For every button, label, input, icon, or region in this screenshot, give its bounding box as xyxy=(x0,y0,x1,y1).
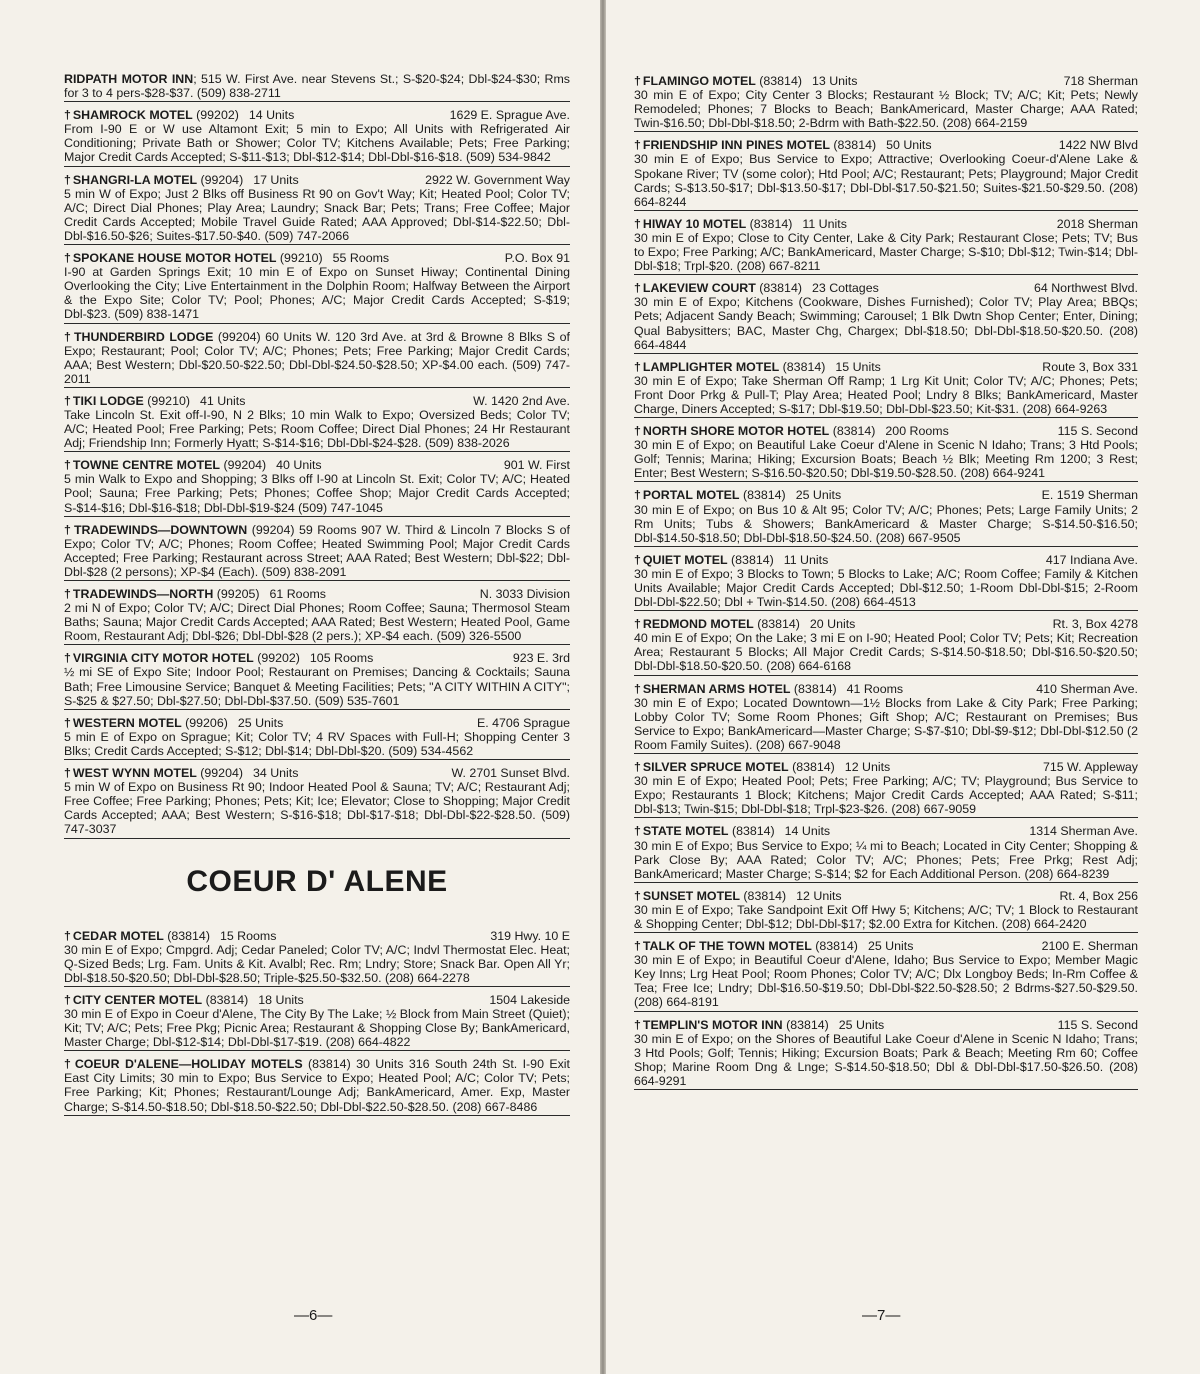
listing-details: 5 min W of Expo on Business Rt 90; Indoor Heated Pool & Sauna; TV; A/C; Restaurant Adj; Free Coffee; Free Parking; Phones; Pets; Kit; Ice; Elevator; Close to Shopping; Major Credit Cards Accepted; AAA; Best Western; S-$16-$18; Dbl-$17-$18; Dbl-Dbl-$22-$28.50. (509) 747-3037 xyxy=(64,780,570,837)
listing-entry xyxy=(634,138,1138,210)
listing-header xyxy=(634,889,1138,903)
listing-units: 105 Rooms xyxy=(309,651,374,666)
listing-name: SILVER SPRUCE MOTEL xyxy=(642,760,789,775)
listing-units: 15 Units xyxy=(835,359,881,374)
listing-entry xyxy=(634,889,1138,933)
listing-details: 30 min E of Expo; Located Downtown—1½ Blocks from Lake & City Park; Free Parking; Lobby Color TV; Some Room Phones; Gift Shop; A/C; Restaurant on Premises; Bus Service to Expo; BankAmericard—Master Charge; S-$7-$10; Dbl-$9-$12; Dbl-Dbl-$12.50 (2 Room Family Suites). (208) 667-9048 xyxy=(634,695,1138,752)
listing-zip: (83814) xyxy=(833,138,877,153)
dagger-mark: † xyxy=(64,928,71,943)
listing-header xyxy=(64,251,570,265)
listing-entry xyxy=(64,458,570,516)
listing-zip: (83814) xyxy=(793,681,837,696)
listing-name: CEDAR MOTEL xyxy=(72,928,164,943)
listing-header xyxy=(634,74,1138,88)
listing-entry xyxy=(634,617,1138,675)
listing-units: 12 Units xyxy=(844,760,891,775)
listing-zip: (83814) xyxy=(759,74,802,88)
listing-units: 18 Units xyxy=(258,992,304,1007)
right-listings xyxy=(634,74,1138,1090)
listing-name: THUNDERBIRD LODGE xyxy=(73,329,214,344)
listing-address: E. 4706 Sprague xyxy=(476,715,570,730)
listing-entry xyxy=(64,173,570,245)
listing-title xyxy=(64,108,294,122)
listing-title xyxy=(634,424,949,438)
listing-zip: (83814) xyxy=(731,824,775,839)
listing-address: P.O. Box 91 xyxy=(504,251,570,266)
dagger-mark: † xyxy=(64,651,71,666)
listing-name: COEUR D'ALENE—HOLIDAY MOTELS xyxy=(74,1057,303,1072)
listing-name: TALK OF THE TOWN MOTEL xyxy=(642,939,812,954)
listing-zip: (83814) xyxy=(205,992,249,1007)
listing-zip: (83814) xyxy=(167,928,210,943)
listing-name: WEST WYNN MOTEL xyxy=(72,766,197,781)
listing-details: I-90 at Garden Springs Exit; 10 min E of Expo on Sunset Hiway; Continental Dining Overlooking the City; Live Entertainment in the Dolphin Room; Halfway Between the Airport & the Expo Site; Color TV; Pool; Phones; A/C; Major Credit Cards Accepted; S-$19; Dbl-$23. (509) 838-1471 xyxy=(64,265,570,322)
listing-units: 55 Rooms xyxy=(332,251,390,266)
listing-entry xyxy=(634,217,1138,275)
listing-details: 5 min Walk to Expo and Shopping; 3 Blks off I-90 at Lincoln St. Exit; Color TV; A/C; Heated Pool; Sauna; Free Parking; Pets; Phones; Coffee Shop; Major Credit Cards Accepted; S-$14-$16; Dbl-$16-$18; Dbl-Dbl-$19-$24 (509) 747-1045 xyxy=(64,472,570,515)
listing-details: ½ mi SE of Expo Site; Indoor Pool; Restaurant on Premises; Dancing & Cocktails; Sauna Bath; Free Limousine Service; Banquet & Meeting Facilities; Pets; "A CITY WITHIN A CITY"; S-$25 & $27.50; Dbl-$27.50; Dbl-Dbl-$37.50. (509) 535-7601 xyxy=(64,665,570,708)
listing-header xyxy=(634,760,1138,774)
listing-address: 718 Sherman xyxy=(1063,74,1138,88)
listing-address: 417 Indiana Ave. xyxy=(1045,552,1138,567)
listing-name: WESTERN MOTEL xyxy=(72,715,182,730)
dagger-mark: † xyxy=(634,74,641,88)
listing-title xyxy=(634,760,890,774)
listing-zip: (99202) xyxy=(196,108,239,123)
listing-details: 30 min E of Expo; Bus Service to Expo; Attractive; Overlooking Coeur-d'Alene Lake & Spokane River; TV (some color); Htd Pool; A/C; Restaurant; Pets; Playground; Major Credit Cards; S-$13.50-$17; Dbl-$13.50-$17; Dbl-Dbl-$17.50-$21.50; Suites-$21.50-$29.50. (208) 664-8244 xyxy=(634,152,1138,209)
listing-address: 1422 NW Blvd xyxy=(1058,138,1138,153)
listing-header xyxy=(634,488,1138,502)
listing-details: 5 min W of Expo; Just 2 Blks off Business Rt 90 on Gov't Way; Kit; Heated Pool; Color TV; A/C; Direct Dial Phones; Play Area; Laundry; Snack Bar; Pets; Trans; Free Coffee; Major Credit Cards Accepted; Mobile Travel Guide Rated; AAA Approved; Dbl-$14-$22.50; Dbl-Dbl-$16.50-$26; Suites-$17.50-$40. (509) 747-2066 xyxy=(64,186,570,243)
listing-address: 901 W. First xyxy=(503,458,570,473)
listing-address: N. 3033 Division xyxy=(479,587,570,601)
listing-address: E. 1519 Sherman xyxy=(1041,488,1138,503)
listing-header xyxy=(64,587,570,601)
listing-units: 41 Units xyxy=(199,393,246,408)
listing-address: 64 Northwest Blvd. xyxy=(1034,281,1138,296)
listing-units: 14 Units xyxy=(248,108,295,123)
dagger-mark: † xyxy=(64,715,71,730)
listing-units: 25 Units xyxy=(795,488,842,503)
listing-units: 17 Units xyxy=(253,172,299,187)
listing-name: TRADEWINDS—NORTH xyxy=(72,587,214,601)
listing-name: PORTAL MOTEL xyxy=(642,488,740,503)
listing-entry xyxy=(634,488,1138,546)
listing-name: SUNSET MOTEL xyxy=(642,888,740,903)
listing-units: 15 Rooms xyxy=(219,928,277,943)
listing-header xyxy=(634,553,1138,567)
listing-address: 115 S. Second xyxy=(1057,1017,1138,1032)
dagger-mark: † xyxy=(64,1057,73,1072)
dagger-mark: † xyxy=(64,393,71,408)
listing-name: SHERMAN ARMS HOTEL xyxy=(642,681,791,696)
listing-address: Rt. 3, Box 4278 xyxy=(1052,617,1138,632)
listing-entry xyxy=(634,824,1138,882)
listing-zip: (99204) xyxy=(200,766,243,781)
listing-details: 30 min E of Expo; Bus Service to Expo; ¼ mi to Beach; Located in City Center; Shopping & Park Close By; AAA Rated; Color TV; A/C; Phones; Pets; Free Prkg; Rest Adj; BankAmericard; Master Charge; S-$14; $2 for Each Additional Person. (208) 664-8239 xyxy=(634,838,1138,881)
listing-address: 923 E. 3rd xyxy=(512,651,570,666)
listing-name: LAMPLIGHTER MOTEL xyxy=(642,359,780,374)
listing-name: SHANGRI-LA MOTEL xyxy=(72,172,198,187)
listing-details: 59 Rooms 907 W. Third & Lincoln 7 Blocks S of Expo; Color TV; A/C; Phones; Room Coffee; Heated Swimming Pool; Major Credit Cards Accepted; Free Parking; Restaurant across Street; AAA Rated; Best Western; Dbl-$22; Dbl-Dbl-$28 (2 persons); XP-$4 (Each). (509) 838-2091 xyxy=(64,522,570,579)
listing-zip: (83814) xyxy=(815,939,858,954)
listing-details: From I-90 E or W use Altamont Exit; 5 min to Expo; All Units with Refrigerated Air Conditioning; Private Bath or Shower; Color TV; Kitchens Available; Pets; Free Parking; Major Credit Cards Accepted; S-$11-$13; Dbl-$12-$14; Dbl-Dbl-$16-$18. (509) 534-9842 xyxy=(64,122,570,165)
listing-header xyxy=(64,993,570,1007)
listing-address: 319 Hwy. 10 E xyxy=(490,928,570,943)
listing-header xyxy=(64,651,570,665)
dagger-mark: † xyxy=(634,939,641,954)
listing-zip: (99206) xyxy=(185,715,228,730)
section-heading: COEUR D' ALENE xyxy=(186,864,448,898)
listing-header xyxy=(64,108,570,122)
dagger-mark: † xyxy=(634,281,641,296)
listing-address: W. 2701 Sunset Blvd. xyxy=(451,766,570,781)
listing-entry xyxy=(634,760,1138,818)
listing-title xyxy=(634,217,847,231)
listing-address: 2100 E. Sherman xyxy=(1041,939,1138,954)
left-listings xyxy=(64,72,570,839)
listing-details: 30 min E of Expo in Coeur d'Alene, The City By The Lake; ½ Block from Main Street (Quiet); Kit; TV; A/C; Pets; Free Pkg; Picnic Area; Restaurant & Shopping Close By; BankAmericard, Master Charge; Dbl-$12-$14; Dbl-Dbl-$17-$19. (208) 664-4822 xyxy=(64,1006,570,1050)
listing-header xyxy=(64,173,570,187)
listing-name: TRADEWINDS—DOWNTOWN xyxy=(73,522,248,537)
listing-entry xyxy=(634,74,1138,132)
listing-zip: (83814) xyxy=(742,488,786,503)
listing-entry xyxy=(64,929,570,987)
listing-units: 25 Units xyxy=(838,1017,885,1032)
listing-title xyxy=(64,766,298,780)
listing-zip: (99205) xyxy=(216,587,260,601)
dagger-mark: † xyxy=(634,888,641,903)
listing-header xyxy=(634,138,1138,152)
listing-header xyxy=(634,281,1138,295)
listing-zip: (83814) xyxy=(782,359,826,374)
listing-zip: (99204) xyxy=(251,522,295,537)
listing-name: RIDPATH MOTOR INN xyxy=(64,72,194,86)
listing-title xyxy=(634,138,932,152)
listing-name: FRIENDSHIP INN PINES MOTEL xyxy=(642,138,830,153)
listing-title xyxy=(64,251,389,265)
listing-units: 11 Units xyxy=(783,552,829,567)
page-number-right: —7— xyxy=(862,1307,901,1324)
listing-entry xyxy=(634,1018,1138,1090)
dagger-mark: † xyxy=(64,458,71,473)
listing-zip: (83814) xyxy=(786,1017,829,1032)
listing-header xyxy=(64,766,570,780)
dagger-mark: † xyxy=(64,587,71,601)
listing-units: 34 Units xyxy=(252,766,299,781)
listing-title xyxy=(634,360,881,374)
listing-name: REDMOND MOTEL xyxy=(642,617,754,632)
listing-header xyxy=(64,929,570,943)
listing-name: FLAMINGO MOTEL xyxy=(642,74,756,88)
dagger-mark: † xyxy=(634,824,641,839)
dagger-mark: † xyxy=(64,251,71,266)
listing-details: 30 min E of Expo; Cmpgrd. Adj; Cedar Paneled; Color TV; A/C; Indvl Thermostat Elec. Heat; Q-Sized Beds; Lrg. Fam. Units & Kit. Avalbl; Rec. Rm; Lndry; Store; Snack Bar. Open All Yr; Dbl-$18.50-$20.50; Dbl-Dbl-$28.50; Triple-$25.50-$32.50. (208) 664-2278 xyxy=(64,942,570,985)
listing-title xyxy=(634,939,913,953)
listing-address: 715 W. Appleway xyxy=(1042,760,1138,775)
dagger-mark: † xyxy=(64,172,71,187)
dagger-mark: † xyxy=(634,424,641,439)
listing-zip: (83814) xyxy=(832,424,876,439)
listing-address: Route 3, Box 331 xyxy=(1042,359,1138,374)
listing-units: 23 Cottages xyxy=(811,281,879,296)
listing-title xyxy=(634,889,842,903)
listing-details: 40 min E of Expo; On the Lake; 3 mi E on I-90; Heated Pool; Color TV; Pets; Kit; Recreation Area; Restaurant 5 Blocks; All Major Credit Cards; S-$14.50-$18.50; Dbl-$16.50-$20.50; Dbl-Dbl-$18.50-$20.50. (208) 664-6168 xyxy=(634,631,1138,674)
listing-header xyxy=(634,939,1138,953)
listing-zip: (99204) xyxy=(223,458,267,473)
listing-title xyxy=(64,394,245,408)
listing-units: 13 Units xyxy=(811,74,858,88)
listing-header xyxy=(64,458,570,472)
listing-units: 14 Units xyxy=(784,824,831,839)
listing-header xyxy=(634,617,1138,631)
listing-header xyxy=(634,824,1138,838)
listing-header xyxy=(634,1018,1138,1032)
listing-details: 30 min E of Expo; on Bus 10 & Alt 95; Color TV; A/C; Phones; Pets; Large Family Units; 2 Rm Units; Tubs & Showers; BankAmericard & Master Charge; S-$14.50-$16.50; Dbl-$14.50-$18.50; Dbl-Dbl-$18.50-$24.50. (208) 667-9505 xyxy=(634,502,1138,545)
dagger-mark: † xyxy=(634,1017,641,1032)
listing-units: 61 Rooms xyxy=(269,587,326,601)
listing-units: 20 Units xyxy=(809,617,856,632)
dagger-mark: † xyxy=(634,488,641,503)
listing-title xyxy=(634,1018,884,1032)
listing-entry xyxy=(64,766,570,838)
listing-title xyxy=(634,824,830,838)
listing-entry xyxy=(634,553,1138,611)
listing-units: 41 Rooms xyxy=(846,681,904,696)
listing-units: 12 Units xyxy=(796,888,842,903)
listing-title xyxy=(634,553,828,567)
listing-details: 30 min E of Expo; Close to City Center, Lake & City Park; Restaurant Close; Pets; TV; Bus to Expo; Free Parking; A/C; BankAmericard, Master Charge; S-$10; Dbl-$12; Twin-$14; Dbl-Dbl-$18; Trpl-$20. (208) 667-8211 xyxy=(634,230,1138,274)
listing-entry xyxy=(64,1057,570,1115)
listing-address: 2922 W. Government Way xyxy=(425,172,570,187)
listing-entry xyxy=(64,587,570,645)
listing-header xyxy=(634,360,1138,374)
listing-zip: (83814) xyxy=(731,552,774,567)
listing-entry xyxy=(64,251,570,323)
listing-title xyxy=(634,74,857,88)
listing-details: Take Lincoln St. Exit off-I-90, N 2 Blks; 10 min Walk to Expo; Oversized Beds; Color TV; A/C; Heated Pool; Free Parking; Pets; Room Coffee; Direct Dial Phones; 24 Hr Restaurant Adj; Friendship Inn; Formerly Hyatt; S-$14-$16; Dbl-Dbl-$24-$28. (509) 838-2026 xyxy=(64,407,570,451)
listing-entry xyxy=(64,394,570,452)
listing-units: 200 Rooms xyxy=(885,424,949,439)
dagger-mark: † xyxy=(634,359,641,374)
listing-zip: (99210) xyxy=(279,251,323,266)
listing-zip: (83814) xyxy=(792,760,835,775)
listing-zip: (83814) xyxy=(307,1057,351,1072)
listing-name: SPOKANE HOUSE MOTOR HOTEL xyxy=(72,251,277,266)
listing-name: VIRGINIA CITY MOTOR HOTEL xyxy=(72,651,254,666)
listing-address: Rt. 4, Box 256 xyxy=(1059,888,1138,903)
listing-name: TOWNE CENTRE MOTEL xyxy=(72,458,220,473)
listing-header xyxy=(64,716,570,730)
dagger-mark: † xyxy=(634,681,641,696)
listing-title xyxy=(634,281,879,295)
listing-name: QUIET MOTEL xyxy=(642,552,728,567)
listing-details: 30 min E of Expo; City Center 3 Blocks; Restaurant ½ Block; TV; A/C; Kit; Pets; Newly Remodeled; Phones; 7 Blocks to Beach; BankAmericard, Master Charge; AAA Rated; Twin-$16.50; Dbl-Dbl-$18.50; 2-Bdrm with Bath-$22.50. (208) 664-2159 xyxy=(634,88,1138,131)
listing-entry xyxy=(634,281,1138,353)
dagger-mark: † xyxy=(634,216,641,231)
listing-address: 115 S. Second xyxy=(1057,424,1138,439)
listing-entry xyxy=(64,108,570,166)
dagger-mark: † xyxy=(634,138,641,153)
listing-address: 1629 E. Sprague Ave. xyxy=(449,108,570,123)
listing-details: 30 min E of Expo; Take Sandpoint Exit Off Hwy 5; Kitchens; A/C; TV; 1 Block to Restaurant & Shopping Center; Dbl-$12; Dbl-Dbl-$17; $2.00 Extra for Kitchen. (208) 664-2420 xyxy=(634,902,1138,931)
listing-name: STATE MOTEL xyxy=(642,824,729,839)
listing-title xyxy=(64,929,276,943)
listing-details: 30 Units 316 South 24th St. I-90 Exit East City Limits; 30 min to Expo; Bus Service to Expo; Heated Pool; A/C; Color TV; Pets; Free Parking; Kit; Phones; Restaurant/Lounge Adj; BankAmericard, Amer. Exp, Master Charge; S-$14.50-$18.50; Dbl-$18.50-$22.50; Dbl-Dbl-$22.50-$28.50. (208) 667-8486 xyxy=(64,1057,570,1114)
listing-entry xyxy=(64,330,570,388)
listing-entry xyxy=(64,651,570,709)
listing-entry xyxy=(634,682,1138,754)
listing-units: 11 Units xyxy=(802,216,847,231)
listing-zip: (99210) xyxy=(147,393,190,408)
listing-name: NORTH SHORE MOTOR HOTEL xyxy=(642,424,830,439)
dagger-mark: † xyxy=(634,617,641,632)
listing-title xyxy=(64,458,322,472)
listing-title xyxy=(64,587,326,601)
listing-units: 40 Units xyxy=(276,458,322,473)
listing-address: 410 Sherman Ave. xyxy=(1036,681,1138,696)
dagger-mark: † xyxy=(634,760,641,775)
listing-entry xyxy=(64,993,570,1051)
listing-details: 60 Units W. 120 3rd Ave. at 3rd & Browne 8 Blks S of Expo; Restaurant; Pool; Color TV; A/C; Phones; Pets; Free Parking; Major Credit Cards; AAA; Best Western; Dbl-$20.50-$22.50; Dbl-Dbl-$24.50-$28.50; XP-$4.00 each. (509) 747-2011 xyxy=(64,329,570,386)
listing-entry xyxy=(634,939,1138,1011)
right-page xyxy=(606,0,1200,1374)
listing-title xyxy=(64,651,373,665)
listing-entry xyxy=(634,360,1138,418)
listing-header xyxy=(64,394,570,408)
listing-name: TEMPLIN'S MOTOR INN xyxy=(642,1017,783,1032)
dagger-mark: † xyxy=(64,329,72,344)
listing-details: ; 515 W. First Ave. near Stevens St.; S-$20-$24; Dbl-$24-$30; Rms for 3 to 4 pers-$28-$37. (509) 838-2711 xyxy=(64,72,571,101)
listing-header xyxy=(634,424,1138,438)
listing-details: 30 min E of Expo; Take Sherman Off Ramp; 1 Lrg Kit Unit; Color TV; A/C; Phones; Pets; Front Door Prkg & Pull-T; Play Area; Heated Pool; Lndry 8 Blks; BankAmericard, Master Charge, Diners Accepted; S-$17; Dbl-$19.50; Dbl-Dbl-$23.50; Kit-$31. (208) 664-9263 xyxy=(634,373,1138,416)
listing-entry xyxy=(64,523,570,581)
dagger-mark: † xyxy=(64,992,71,1007)
listing-address: W. 1420 2nd Ave. xyxy=(473,393,570,408)
listing-name: LAKEVIEW COURT xyxy=(642,281,756,296)
listing-name: HIWAY 10 MOTEL xyxy=(642,216,747,231)
listing-header xyxy=(634,682,1138,696)
listing-details: 30 min E of Expo; on Beautiful Lake Coeur d'Alene in Scenic N Idaho; Trans; 3 Htd Pools; Golf; Tennis; Marina; Hiking; Excursion Boats; Beach ½ Blk; Meeting Rm 1200; 3 Rest; Enter; Best Western; S-$16.50-$20.50; Dbl-$19.50-$28.50. (208) 664-9241 xyxy=(634,438,1138,481)
listing-zip: (83814) xyxy=(759,281,802,296)
listing-title xyxy=(634,617,855,631)
listing-title xyxy=(634,682,903,696)
listing-details: 30 min E of Expo; Kitchens (Cookware, Dishes Furnished); Color TV; Play Area; BBQs; Pets; Adjacent Sandy Beach; Swimming; Carousel; 1 Blk Dwtn Shop Center; Enter, Dining; Qual Babysitters; BAC, Master Chg, Chargex; Dbl-$18.50; Dbl-Dbl-$18.50-$20.50. (208) 664-4844 xyxy=(634,295,1138,352)
listing-units: 25 Units xyxy=(867,939,914,954)
listing-name: TIKI LODGE xyxy=(72,393,144,408)
listing-title xyxy=(64,716,283,730)
dagger-mark: † xyxy=(64,766,71,781)
listing-title xyxy=(634,488,841,502)
listing-units: 50 Units xyxy=(886,138,932,153)
listing-entry xyxy=(64,716,570,760)
dagger-mark: † xyxy=(64,522,72,537)
listing-address: 2018 Sherman xyxy=(1056,216,1138,231)
listing-details: 2 mi N of Expo; Color TV; A/C; Direct Dial Phones; Room Coffee; Sauna; Thermosol Steam Baths; Sauna; Major Credit Cards Accepted; AAA Rated; Best Western; Heated Pool, Game Room, Restaurant Adj; Dbl-$26; Dbl-Dbl-$28 (2 pers.); XP-$4 each. (509) 326-5500 xyxy=(64,601,570,644)
listing-address: 1504 Lakeside xyxy=(489,992,570,1007)
listing-details: 30 min E of Expo; 3 Blocks to Town; 5 Blocks to Lake; A/C; Room Coffee; Family & Kitchen Units Available; Major Credit Cards Accepted; Dbl-$12.50; 1-Room Dbl-Dbl-$15; 2-Room Dbl-Dbl-$22.50; Dbl + Twin-$14.50. (208) 664-4513 xyxy=(634,566,1138,610)
listing-entry xyxy=(64,72,570,102)
listing-zip: (83814) xyxy=(743,888,787,903)
listing-zip: (99204) xyxy=(200,172,244,187)
listing-details: 30 min E of Expo; in Beautiful Coeur d'Alene, Idaho; Bus Service to Expo; Member Magic Key Inns; Lrg Heat Pool; Room Phones; Color TV; A/C; Dlx Longboy Beds; In-Rm Coffee & Tea; Free Ice; Lndry; Dbl-$16.50-$19.50; Dbl-Dbl-$22.50-$28.50; 2 Bdrms-$27.50-$29.50. (208) 664-8191 xyxy=(634,953,1138,1010)
listing-details: 5 min E of Expo on Sprague; Kit; Color TV; 4 RV Spaces with Full-H; Shopping Center 3 Blks; Credit Cards Accepted; S-$12; Dbl-$14; Dbl-Dbl-$20. (509) 534-4562 xyxy=(64,729,570,758)
left-listings-bottom xyxy=(64,929,570,1116)
listing-zip: (99204) xyxy=(217,329,261,344)
listing-address: 1314 Sherman Ave. xyxy=(1029,824,1138,839)
dagger-mark: † xyxy=(64,108,71,123)
page-number-left: —6— xyxy=(294,1307,333,1324)
listing-units: 25 Units xyxy=(237,715,284,730)
listing-name: SHAMROCK MOTEL xyxy=(72,108,193,123)
listing-title xyxy=(64,993,304,1007)
listing-details: 30 min E of Expo; on the Shores of Beautiful Lake Coeur d'Alene in Scenic N Idaho; Trans; 3 Htd Pools; Golf; Tennis; Hiking; Excursion Boats; Park & Beach; Meeting Rm 60; Coffee Shop; Marine Room Dng & Lnge; S-$14.50-$18.50; Dbl & Dbl-Dbl-$17.50-$26.50. (208) 664-9291 xyxy=(634,1031,1138,1088)
listing-name: CITY CENTER MOTEL xyxy=(72,992,203,1007)
listing-entry xyxy=(634,424,1138,482)
listing-details: 30 min E of Expo; Heated Pool; Pets; Free Parking; A/C; TV; Playground; Bus Service to Expo; Restaurants 1 Block; Kitchens; Major Credit Cards Accepted; AAA Rated; S-$11; Dbl-$13; Twin-$15; Dbl-Dbl-$18; Trpl-$23-$26. (208) 667-9059 xyxy=(634,774,1138,817)
dagger-mark: † xyxy=(634,552,641,567)
listing-zip: (83814) xyxy=(749,216,793,231)
listing-zip: (99202) xyxy=(257,651,300,666)
listing-zip: (83814) xyxy=(757,617,800,632)
listing-header xyxy=(634,217,1138,231)
listing-title xyxy=(64,173,299,187)
